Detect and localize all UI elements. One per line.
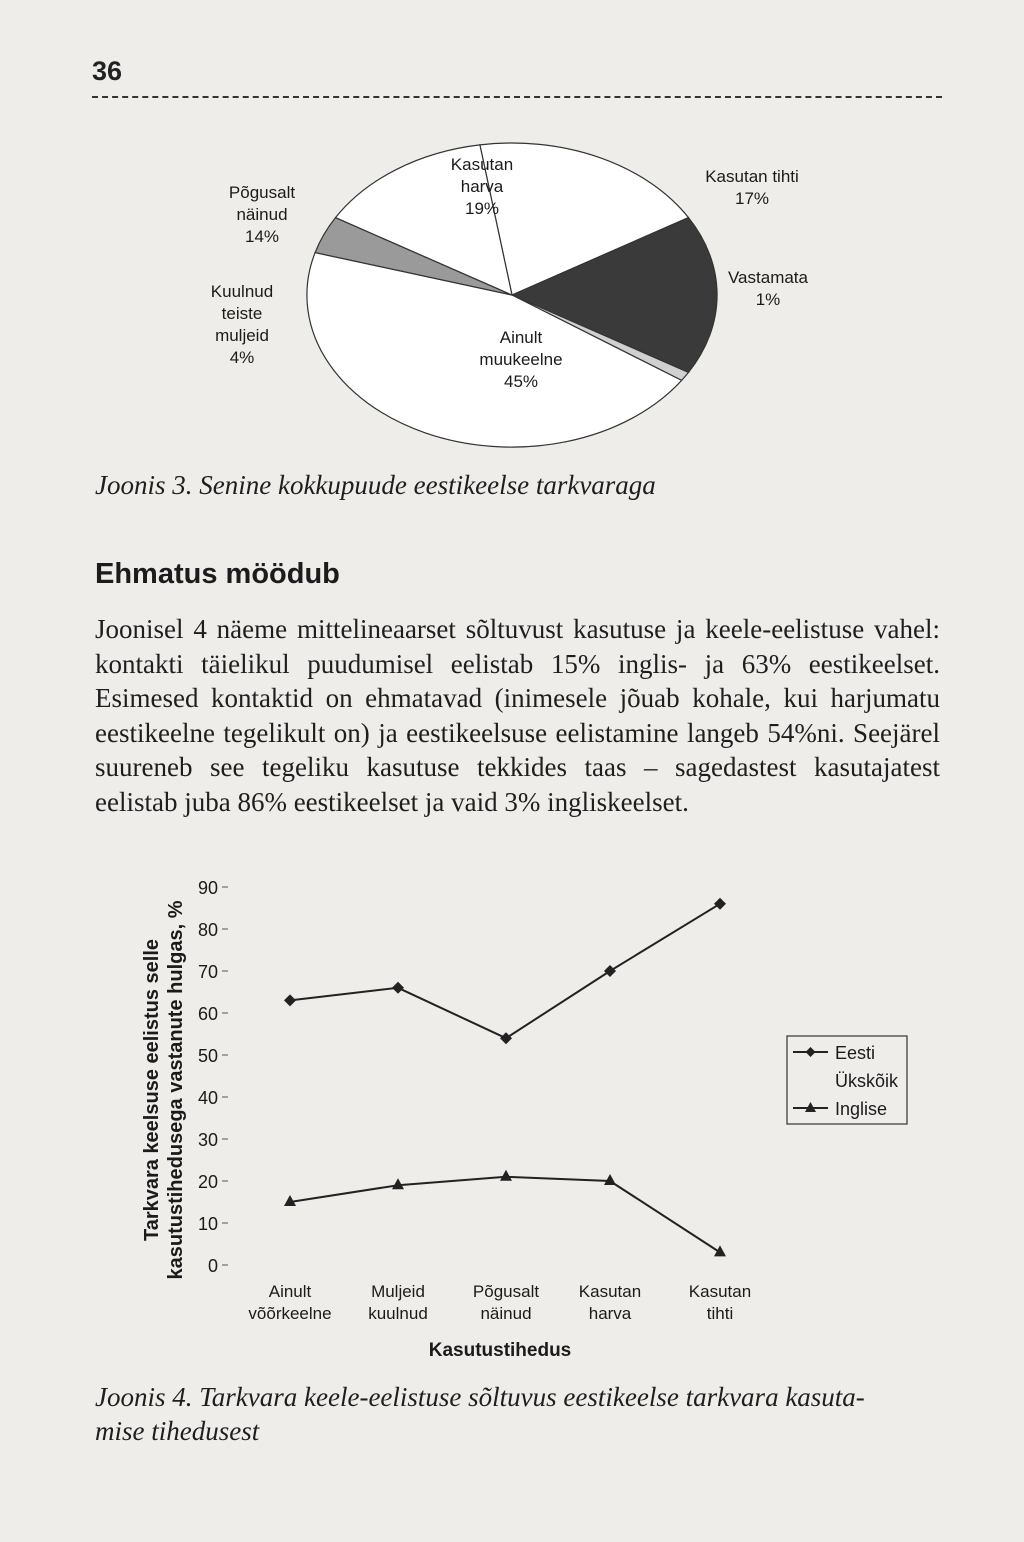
marker-eesti-1 [392, 982, 404, 994]
label-kuulnud-muljeid: Kuulnud teiste muljeid 4% [210, 282, 274, 367]
y-tick-60: 60 [197, 1004, 218, 1024]
series-line-inglise [290, 1177, 720, 1253]
series-line-eesti [290, 904, 720, 1038]
legend-label-inglise: Inglise [835, 1099, 888, 1119]
header-rule [92, 96, 942, 98]
marker-inglise-4 [714, 1245, 726, 1256]
x-tick-label-0: Ainult võõrkeelne [248, 1282, 332, 1323]
line-chart [0, 870, 1024, 1380]
y-tick-80: 80 [197, 920, 218, 940]
label-kasutan-tihti: Kasutan tihti 17% [705, 167, 799, 208]
label-pogusalt-nainud: Põgusalt näinud 14% [228, 183, 296, 246]
legend-label-eesti: Eesti [835, 1043, 876, 1063]
marker-eesti-0 [284, 994, 296, 1006]
y-tick-20: 20 [197, 1172, 218, 1192]
series-lines [290, 904, 720, 1253]
x-tick-labels [248, 1282, 751, 1323]
figure4-caption-line2: mise tihedusest [95, 1416, 260, 1446]
y-axis-label [141, 900, 187, 1279]
section-heading: Ehmatus möödub [95, 558, 340, 590]
figure4-caption-line1: Joonis 4. Tarkvara keele-eelistuse sõltuvus eestikeelse tarkvara kasuta- [95, 1382, 865, 1412]
y-tick-50: 50 [197, 1046, 218, 1066]
y-tick-30: 30 [197, 1130, 218, 1150]
marker-eesti-2 [500, 1032, 512, 1044]
y-axis-label-line1: Tarkvara keelsuse eelistus selle [141, 938, 163, 1242]
y-tick-90: 90 [197, 878, 218, 898]
label-kasutan-harva: Kasutan harva 19% [450, 155, 514, 218]
legend-label-ukskoik: Ükskõik [835, 1071, 899, 1091]
y-tick-10: 10 [197, 1214, 218, 1234]
marker-eesti-3 [604, 965, 616, 977]
marker-eesti-4 [714, 898, 726, 910]
legend [787, 1036, 907, 1124]
x-tick-label-2: Põgusalt näinud [472, 1282, 540, 1323]
page-number: 36 [92, 56, 123, 86]
pie-chart [0, 130, 1024, 460]
y-tick-labels [198, 878, 228, 1276]
figure3-caption: Joonis 3. Senine kokkupuude eestikeelse tarkvaraga [95, 470, 656, 500]
legend-marker-eesti [806, 1047, 816, 1057]
y-tick-40: 40 [197, 1088, 218, 1108]
series-markers [284, 898, 726, 1257]
marker-inglise-2 [500, 1170, 512, 1181]
y-tick-0: 0 [207, 1256, 218, 1276]
marker-inglise-3 [604, 1174, 616, 1185]
y-axis-label-line2: kasutustihedusega vastanute hulgas, % [165, 900, 187, 1280]
marker-inglise-1 [392, 1178, 404, 1189]
x-tick-label-3: Kasutan harva [578, 1282, 642, 1323]
x-tick-label-4: Kasutan tihti [688, 1282, 752, 1323]
label-vastamata: Vastamata 1% [727, 268, 809, 309]
pie-slices [307, 143, 717, 447]
y-tick-70: 70 [197, 962, 218, 982]
body-paragraph: Joonisel 4 näeme mittelineaarset sõltuvust kasutuse ja keele-eelistuse vahel: kontakti täielikul puudumisel eelistab 15% inglis- ja 63% eestikeelset. Esimesed kontaktid on ehmatavad (inimesele jõuab kohale, kui harjumatu eestikeelne tegelikult on) ja eestikeelsuse eelistamine langeb 54%ni. Seejärel suureneb see tegeliku kasutuse tekkides taas – sagedastest kasutajatest eelistab juba 86% eestikeelset ja vaid 3% ingliskeelset. [95, 614, 940, 817]
x-tick-label-1: Muljeid kuulnud [368, 1282, 428, 1323]
x-axis-label: Kasutustihedus [428, 1340, 572, 1361]
label-ainult-muukeelne: Ainult muukeelne 45% [479, 328, 563, 391]
